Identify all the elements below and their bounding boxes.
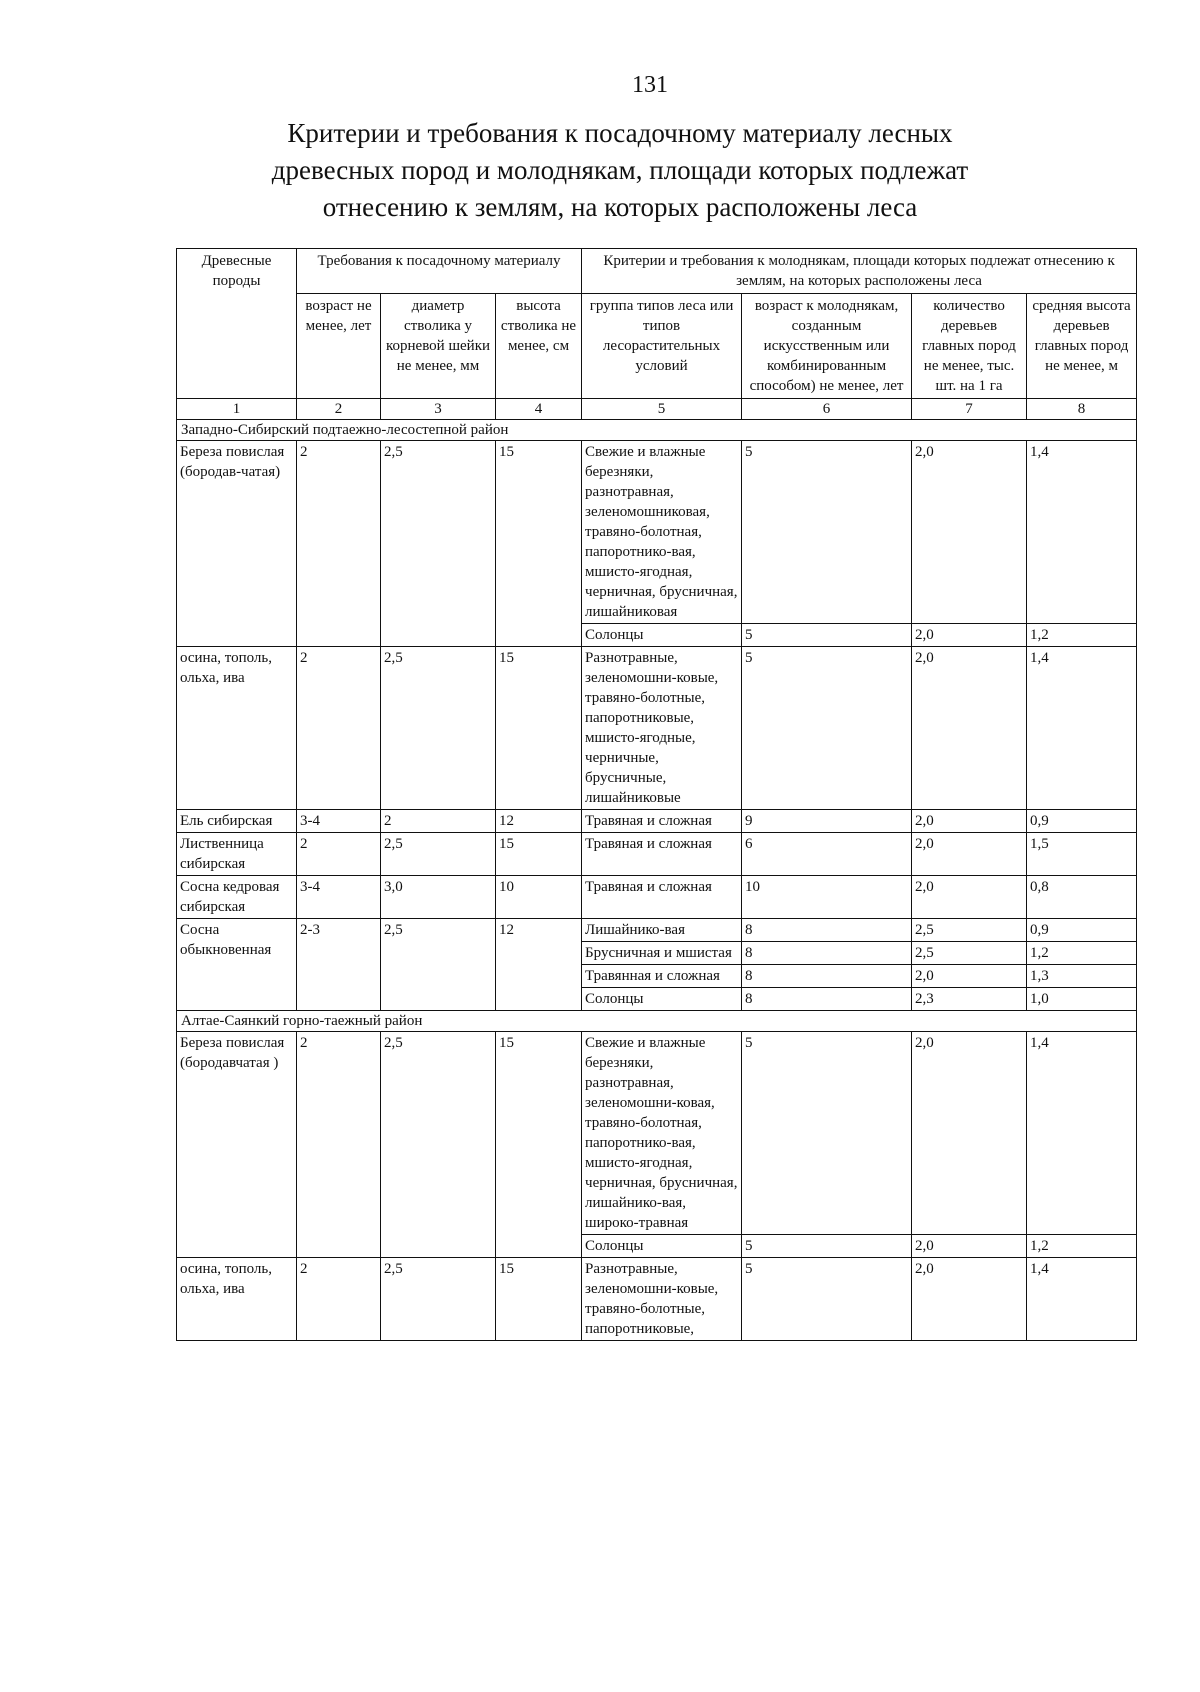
column-number-row (177, 399, 1137, 420)
header-col-3: диаметр стволика у корневой шейки не менее, мм (381, 294, 496, 399)
species-name: Береза повислая (бородав-чатая) (177, 441, 297, 647)
average-height: 0,9 (1027, 919, 1137, 942)
stem-diameter: 3,0 (381, 876, 496, 919)
column-number: 3 (381, 399, 496, 420)
young-stand-age: 5 (742, 1235, 912, 1258)
young-stand-age: 5 (742, 1258, 912, 1341)
species-name: Лиственница сибирская (177, 833, 297, 876)
average-height: 1,4 (1027, 647, 1137, 810)
average-height: 0,9 (1027, 810, 1137, 833)
table-body (177, 249, 1137, 1341)
tree-count: 2,0 (912, 965, 1027, 988)
forest-type: Солонцы (582, 1235, 742, 1258)
stem-height: 15 (496, 833, 582, 876)
species-name: осина, тополь, ольха, ива (177, 1258, 297, 1341)
stem-diameter: 2,5 (381, 919, 496, 1011)
young-stand-age: 9 (742, 810, 912, 833)
young-stand-age: 8 (742, 919, 912, 942)
document-title (150, 115, 1090, 226)
criteria-table (176, 248, 1137, 1341)
region-name: Западно-Сибирский подтаежно-лесостепной район (177, 420, 1137, 441)
column-number: 2 (297, 399, 381, 420)
title-line-3: отнесению к землям, на которых расположены леса (322, 192, 918, 222)
average-height: 1,4 (1027, 441, 1137, 624)
average-height: 1,2 (1027, 1235, 1137, 1258)
tree-count: 2,0 (912, 1032, 1027, 1235)
table-row (177, 810, 1137, 833)
young-stand-age: 5 (742, 441, 912, 624)
table-row (177, 919, 1137, 942)
region-row (177, 420, 1137, 441)
column-number: 5 (582, 399, 742, 420)
header-row-2 (177, 294, 1137, 399)
stem-height: 15 (496, 441, 582, 647)
header-col-5: группа типов леса или типов лесорастительных условий (582, 294, 742, 399)
forest-type: Свежие и влажные березняки, разнотравная, зеленомошни-ковая, травяно-болотная, папоротнико-вая, мшисто-ягодная, черничная, брусничная, лишайнико-вая, широко-травная (582, 1032, 742, 1235)
young-stand-age: 8 (742, 988, 912, 1011)
tree-count: 2,0 (912, 1258, 1027, 1341)
seedling-age: 2 (297, 833, 381, 876)
seedling-age: 2 (297, 1032, 381, 1258)
header-col-2: возраст не менее, лет (297, 294, 381, 399)
stem-diameter: 2,5 (381, 1032, 496, 1258)
species-name: Береза повислая (бородавчатая ) (177, 1032, 297, 1258)
forest-type: Солонцы (582, 988, 742, 1011)
seedling-age: 2 (297, 441, 381, 647)
stem-height: 15 (496, 1258, 582, 1341)
header-col-7: количество деревьев главных пород не менее, тыс. шт. на 1 га (912, 294, 1027, 399)
header-col-8: средняя высота деревьев главных пород не менее, м (1027, 294, 1137, 399)
forest-type: Лишайнико-вая (582, 919, 742, 942)
average-height: 1,4 (1027, 1258, 1137, 1341)
stem-height: 12 (496, 919, 582, 1011)
stem-diameter: 2,5 (381, 647, 496, 810)
table-row (177, 876, 1137, 919)
header-row-1 (177, 249, 1137, 294)
header-species: Древесные породы (177, 249, 297, 399)
tree-count: 2,0 (912, 876, 1027, 919)
column-number: 7 (912, 399, 1027, 420)
forest-type: Травянная и сложная (582, 965, 742, 988)
forest-type: Травяная и сложная (582, 810, 742, 833)
table-row (177, 833, 1137, 876)
stem-diameter: 2,5 (381, 1258, 496, 1341)
species-name: Ель сибирская (177, 810, 297, 833)
tree-count: 2,0 (912, 810, 1027, 833)
column-number: 6 (742, 399, 912, 420)
stem-height: 15 (496, 1032, 582, 1258)
average-height: 1,3 (1027, 965, 1137, 988)
tree-count: 2,5 (912, 942, 1027, 965)
average-height: 0,8 (1027, 876, 1137, 919)
average-height: 1,2 (1027, 624, 1137, 647)
tree-count: 2,3 (912, 988, 1027, 1011)
tree-count: 2,0 (912, 624, 1027, 647)
tree-count: 2,0 (912, 441, 1027, 624)
species-name: Сосна обыкновенная (177, 919, 297, 1011)
average-height: 1,4 (1027, 1032, 1137, 1235)
forest-type: Разнотравные, зеленомошни-ковые, травяно-болотные, папоротниковые, мшисто-ягодные, черничные, брусничные, лишайниковые (582, 647, 742, 810)
tree-count: 2,0 (912, 833, 1027, 876)
young-stand-age: 5 (742, 647, 912, 810)
stem-diameter: 2 (381, 810, 496, 833)
seedling-age: 2 (297, 1258, 381, 1341)
stem-diameter: 2,5 (381, 441, 496, 647)
tree-count: 2,0 (912, 1235, 1027, 1258)
forest-type: Травяная и сложная (582, 876, 742, 919)
species-name: Сосна кедровая сибирская (177, 876, 297, 919)
average-height: 1,2 (1027, 942, 1137, 965)
tree-count: 2,0 (912, 647, 1027, 810)
table-row (177, 1032, 1137, 1235)
young-stand-age: 10 (742, 876, 912, 919)
seedling-age: 2-3 (297, 919, 381, 1011)
stem-height: 12 (496, 810, 582, 833)
average-height: 1,0 (1027, 988, 1137, 1011)
forest-type: Брусничная и мшистая (582, 942, 742, 965)
tree-count: 2,5 (912, 919, 1027, 942)
header-planting-material: Требования к посадочному материалу (297, 249, 582, 294)
seedling-age: 2 (297, 647, 381, 810)
forest-type: Свежие и влажные березняки, разнотравная, зеленомошниковая, травяно-болотная, папоротнико-вая, мшисто-ягодная, черничная, брусничная, лишайниковая (582, 441, 742, 624)
forest-type: Солонцы (582, 624, 742, 647)
species-name: осина, тополь, ольха, ива (177, 647, 297, 810)
young-stand-age: 8 (742, 942, 912, 965)
forest-type: Разнотравные, зеленомошни-ковые, травяно-болотные, папоротниковые, (582, 1258, 742, 1341)
young-stand-age: 6 (742, 833, 912, 876)
seedling-age: 3-4 (297, 810, 381, 833)
stem-height: 10 (496, 876, 582, 919)
seedling-age: 3-4 (297, 876, 381, 919)
header-col-4: высота стволика не менее, см (496, 294, 582, 399)
column-number: 1 (177, 399, 297, 420)
region-row (177, 1011, 1137, 1032)
table-row (177, 1258, 1137, 1341)
table-row (177, 647, 1137, 810)
header-young-stands: Критерии и требования к молоднякам, площади которых подлежат отнесению к землям, на которых расположены леса (582, 249, 1137, 294)
title-line-2: древесных пород и молоднякам, площади которых подлежат (271, 155, 969, 185)
title-line-1: Критерии и требования к посадочному материалу лесных (287, 118, 953, 148)
column-number: 8 (1027, 399, 1137, 420)
header-col-6: возраст к молоднякам, созданным искусственным или комбинированным способом) не менее, лет (742, 294, 912, 399)
young-stand-age: 8 (742, 965, 912, 988)
stem-height: 15 (496, 647, 582, 810)
table-row (177, 441, 1137, 624)
forest-type: Травяная и сложная (582, 833, 742, 876)
young-stand-age: 5 (742, 1032, 912, 1235)
region-name: Алтае-Саянкий горно-таежный район (177, 1011, 1137, 1032)
column-number: 4 (496, 399, 582, 420)
average-height: 1,5 (1027, 833, 1137, 876)
young-stand-age: 5 (742, 624, 912, 647)
stem-diameter: 2,5 (381, 833, 496, 876)
page-number: 131 (632, 72, 668, 98)
